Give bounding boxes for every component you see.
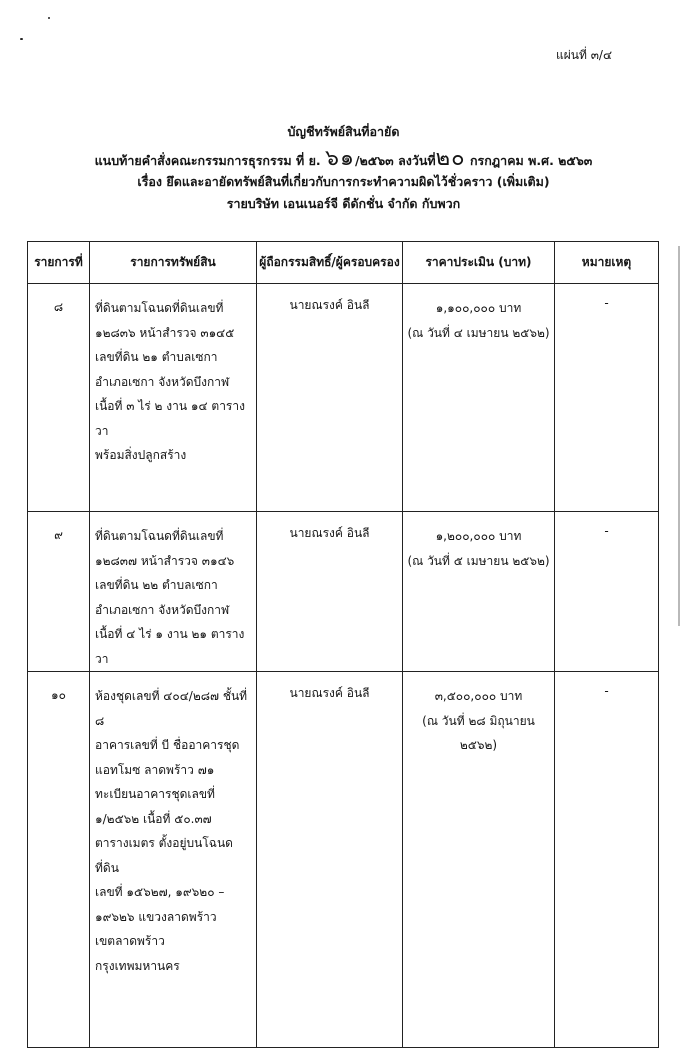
price-value: ๓,๕๐๐,๐๐๐ บาท: [434, 689, 523, 703]
order-reference-prefix: แนบท้ายคำสั่งคณะกรรมการธุรกรรม ที่ ย.: [94, 153, 321, 168]
header-item-no: รายการที่: [28, 242, 90, 284]
order-reference-mid: /๒๕๖๓ ลงวันที่: [354, 153, 436, 168]
description-line: เขตลาดพร้าว กรุงเทพมหานคร: [95, 934, 180, 973]
description-line: ที่ดินตามโฉนดที่ดินเลขที่: [95, 301, 224, 315]
description-line: ทะเบียนอาคารชุดเลขที่: [95, 787, 215, 801]
appraised-price: [403, 512, 555, 672]
asset-description: [90, 284, 257, 512]
order-reference-suffix: กรกฎาคม พ.ศ. ๒๕๖๓: [469, 153, 593, 168]
scan-edge-shadow: [678, 246, 680, 626]
description-line: ที่ดินตามโฉนดที่ดินเลขที่: [95, 529, 224, 543]
sheet-number: แผ่นที่ ๓/๔: [556, 48, 613, 62]
owner: นายณรงค์ อินลี: [257, 284, 403, 512]
price-date: (ณ วันที่ ๕ เมษายน ๒๕๖๒): [407, 553, 550, 568]
table-row: [28, 284, 659, 512]
remark: -: [555, 512, 659, 672]
price-date: (ณ วันที่ ๔ เมษายน ๒๕๖๒): [407, 325, 550, 340]
header-owner: ผู้ถือกรรมสิทธิ์/ผู้ครอบครอง: [257, 242, 403, 284]
description-line: เนื้อที่ ๔ ไร่ ๑ งาน ๒๑ ตารางวา: [95, 627, 245, 666]
handwritten-order-day: ๒๐: [435, 146, 466, 171]
description-line: ๑๙๖๒๖ แขวงลาดพร้าว: [95, 909, 217, 924]
description-line: อำเภอเซกา จังหวัดบึงกาฬ: [95, 374, 230, 389]
remark: -: [555, 672, 659, 1048]
description-line: อาคารเลขที่ บี ชื่ออาคารชุด: [95, 738, 240, 752]
scan-speck: [20, 38, 23, 40]
remark: -: [555, 284, 659, 512]
table-row: [28, 672, 659, 1048]
price-value: ๑,๑๐๐,๐๐๐ บาท: [435, 301, 522, 315]
price-value: ๑,๒๐๐,๐๐๐ บาท: [435, 529, 522, 543]
asset-table: [27, 241, 659, 1048]
appraised-price: [403, 672, 555, 1048]
header-appraised-price: ราคาประเมิน (บาท): [403, 242, 555, 284]
handwritten-order-number: ๖๑: [325, 146, 355, 171]
table-row: [28, 512, 659, 672]
document-title: บัญชีทรัพย์สินที่อายัด: [287, 124, 400, 139]
description-line: ห้องชุดเลขที่ ๔๐๔/๒๘๗ ชั้นที่ ๘: [95, 689, 248, 728]
description-line: อำเภอเซกา จังหวัดบึงกาฬ: [95, 602, 230, 617]
scan-speck: [48, 17, 50, 19]
owner: นายณรงค์ อินลี: [257, 672, 403, 1048]
header-asset: รายการทรัพย์สิน: [90, 242, 257, 284]
subject-line: เรื่อง ยึดและอายัดทรัพย์สินที่เกี่ยวกับการกระทำความผิดไว้ชั่วคราว (เพิ่มเติม): [137, 174, 550, 189]
description-line: เลขที่ ๑๕๖๒๗, ๑๙๖๒๐ –: [95, 885, 225, 899]
description-line: เนื้อที่ ๓ ไร่ ๒ งาน ๑๔ ตารางวา: [95, 399, 245, 438]
description-line: พร้อมสิ่งปลูกสร้าง: [95, 448, 187, 462]
item-no: ๘: [28, 284, 90, 512]
description-line: เลขที่ดิน ๒๒ ตำบลเซกา: [95, 578, 218, 592]
appraised-price: [403, 284, 555, 512]
description-line: ๑๒๘๓๗ หน้าสำรวจ ๓๑๔๖: [95, 553, 235, 568]
company-line: รายบริษัท เอนเนอร์จี ดีดักชั่น จำกัด กับพวก: [226, 196, 461, 211]
price-date: (ณ วันที่ ๒๘ มิถุนายน ๒๕๖๒): [422, 713, 535, 752]
owner: นายณรงค์ อินลี: [257, 512, 403, 672]
asset-description: [90, 512, 257, 672]
header-remark: หมายเหตุ: [555, 242, 659, 284]
asset-description: [90, 672, 257, 1048]
description-line: ๑๒๘๓๖ หน้าสำรวจ ๓๑๔๕: [95, 325, 235, 340]
order-reference-line: [0, 140, 687, 175]
description-line: แอทโมซ ลาดพร้าว ๗๑: [95, 762, 215, 777]
item-no: ๙: [28, 512, 90, 672]
description-line: ตารางเมตร ตั้งอยู่บนโฉนดที่ดิน: [95, 836, 233, 875]
item-no: ๑๐: [28, 672, 90, 1048]
description-line: ๑/๒๕๖๒ เนื้อที่ ๕๐.๓๗: [95, 811, 212, 826]
table-header-row: [28, 242, 659, 284]
description-line: เลขที่ดิน ๒๑ ตำบลเซกา: [95, 350, 218, 364]
